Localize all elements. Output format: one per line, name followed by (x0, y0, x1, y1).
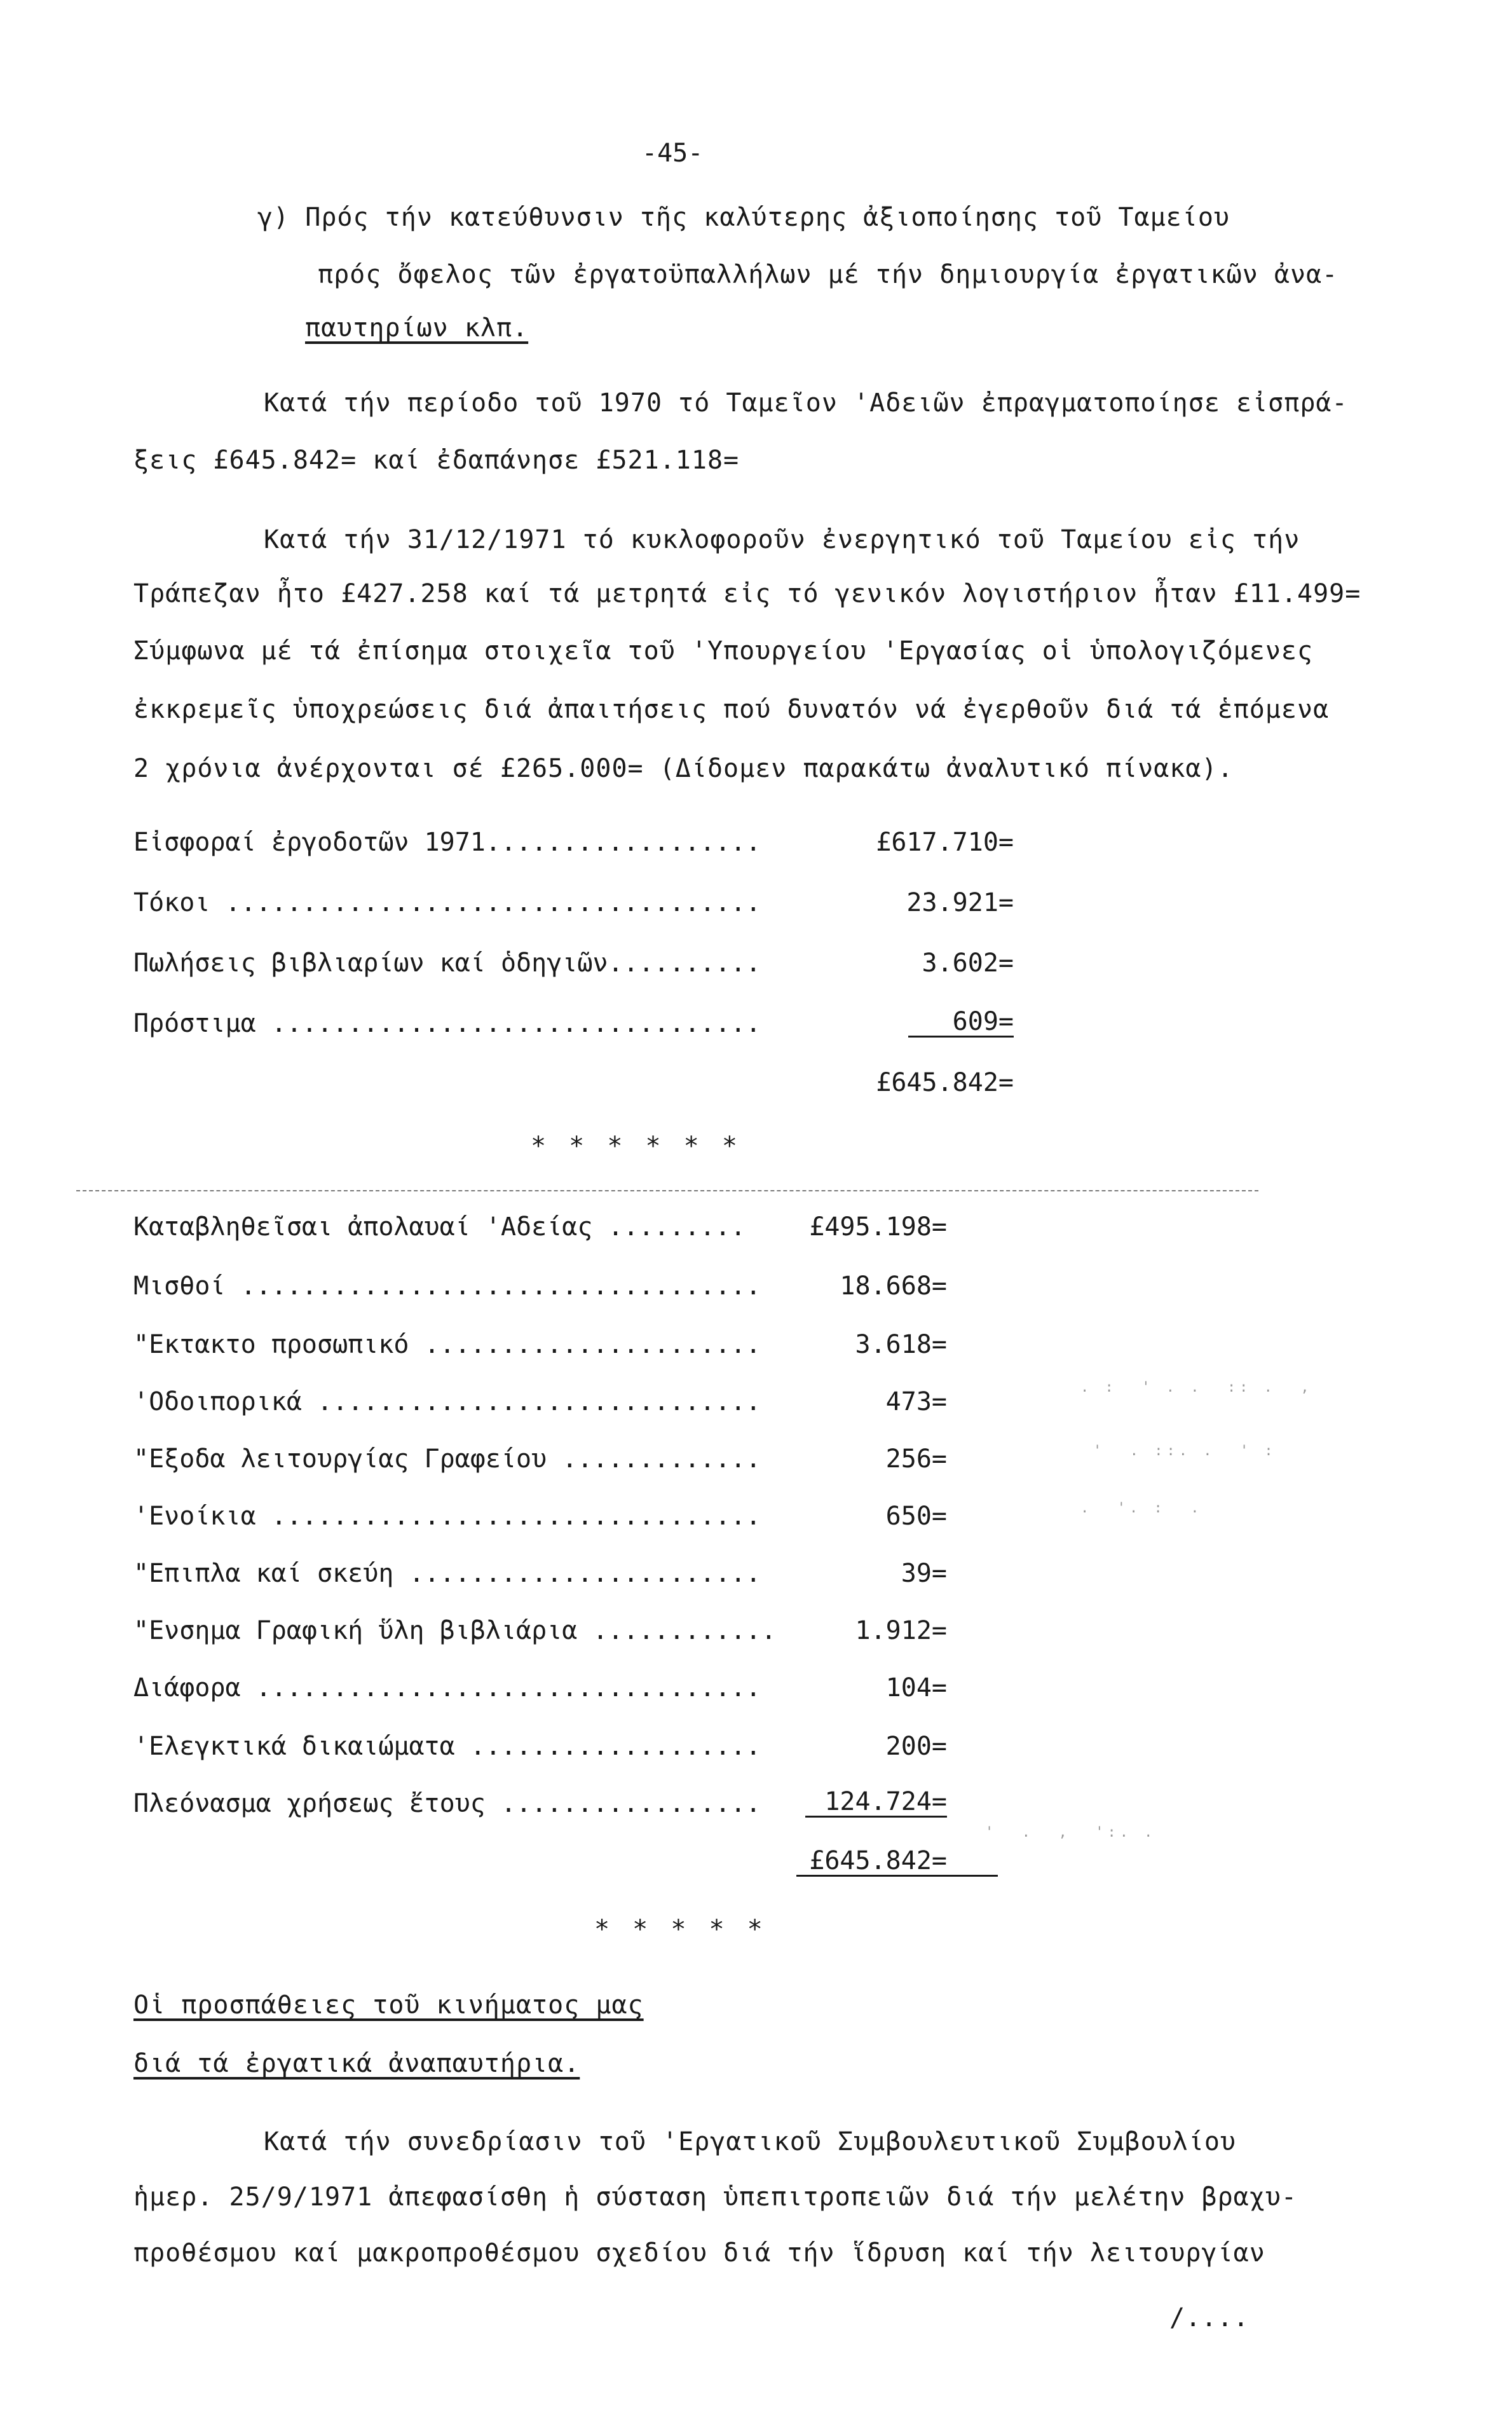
expense-label: 'Ενοίκια ................................ (133, 1502, 761, 1531)
item-g-line-2: πρός ὄφελος τῶν ἐργατοϋπαλλήλων μέ τήν δημιουργία ἐργατικῶν ἀνα- (318, 260, 1338, 289)
section-heading-line-1: Οἱ προσπάθειες τοῦ κινήματος μας (133, 1991, 644, 2020)
expense-row (133, 1443, 1023, 1475)
expense-label: Μισθοί .................................. (133, 1271, 761, 1301)
expense-row (133, 1788, 1023, 1819)
expense-row (133, 1672, 1023, 1704)
paragraph-3-line-1: Κατά τήν συνεδρίασιν τοῦ 'Εργατικοῦ Συμβουλευτικοῦ Συμβουλίου (264, 2127, 1237, 2156)
income-label: Πωλήσεις βιβλιαρίων καί ὁδηγιῶν.......... (133, 949, 761, 978)
expense-amount: 200= (885, 1732, 947, 1761)
income-row (133, 1008, 1023, 1039)
expense-row (133, 1558, 1023, 1589)
separator-stars: * * * * * (594, 1915, 766, 1944)
expense-row (133, 1386, 1023, 1418)
item-g-line-3: παυτηρίων κλπ. (305, 313, 529, 343)
expense-row (133, 1270, 1023, 1302)
expense-amount: 3.618= (855, 1330, 947, 1359)
paragraph-3-line-3: προθέσμου καί μακροπροθέσμου σχεδίου διά τήν ἵδρυση καί τήν λειτουργίαν (133, 2238, 1265, 2268)
income-total-row (133, 1067, 1023, 1099)
expense-total: £645.842= (796, 1847, 998, 1877)
separator-stars: * * * * * * (531, 1132, 741, 1161)
page-number: -45- (642, 139, 704, 168)
expense-row (133, 1500, 1023, 1532)
paragraph-1-line-2: ξεις £645.842= καί ἐδαπάνησε £521.118= (133, 446, 740, 475)
expense-amount: 1.912= (855, 1616, 947, 1645)
expense-label: "Εκτακτο προσωπικό ...................... (133, 1330, 761, 1359)
paragraph-3-line-2: ἡμερ. 25/9/1971 ἀπεφασίσθη ἡ σύσταση ὑπεπιτροπειῶν διά τήν μελέτην βραχυ- (133, 2182, 1297, 2212)
paragraph-2-line-3: Σύμφωνα μέ τά ἐπίσημα στοιχεῖα τοῦ 'Υπουργείου 'Εργασίας οἱ ὑπολογιζόμενες (133, 636, 1314, 666)
income-label: Τόκοι ................................... (133, 888, 761, 917)
income-amount: 3.602= (922, 949, 1014, 978)
expense-amount: 473= (885, 1387, 947, 1416)
scan-noise: . '. : . (1080, 1500, 1203, 1516)
income-total: £645.842= (876, 1068, 1014, 1097)
expense-amount: 124.724= (805, 1788, 947, 1818)
expense-amount: 39= (901, 1559, 947, 1588)
section-heading-line-2: διά τά ἐργατικά ἀναπαυτήρια. (133, 2049, 580, 2078)
expense-label: Πλεόνασμα χρήσεως ἔτους ................. (133, 1789, 761, 1818)
paragraph-2-line-1: Κατά τήν 31/12/1971 τό κυκλοφοροῦν ἐνεργητικό τοῦ Ταμείου εἰς τήν (264, 525, 1300, 554)
expense-row (133, 1329, 1023, 1360)
expense-label: 'Οδοιπορικά ............................. (133, 1387, 761, 1416)
income-amount: 23.921= (906, 888, 1014, 917)
paragraph-2-line-5: 2 χρόνια ἀνέρχονται σέ £265.000= (Δίδομεν παρακάτω ἀναλυτικό πίνακα). (133, 754, 1234, 783)
continuation-mark: /.... (1169, 2303, 1250, 2333)
expense-label: "Εξοδα λειτουργίας Γραφείου ............. (133, 1444, 761, 1474)
expense-total-row (133, 1847, 1023, 1879)
income-row (133, 887, 1023, 919)
paragraph-1-line-1: Κατά τήν περίοδο τοῦ 1970 τό Ταμεῖον 'Αδειῶν ἐπραγματοποίησε εἰσπρά- (264, 388, 1348, 418)
expense-row (133, 1615, 1023, 1647)
expense-amount: 104= (885, 1673, 947, 1703)
scan-noise: ' . , ':. . (985, 1825, 1157, 1840)
scan-noise: ' . ::. . ' : (1093, 1443, 1277, 1459)
expense-amount: 256= (885, 1444, 947, 1474)
item-g-line-1: γ) Πρός τήν κατεύθυνσιν τῆς καλύτερης ἀξιοποίησης τοῦ Ταμείου (257, 203, 1230, 232)
income-row (133, 826, 1023, 858)
expense-label: 'Ελεγκτικά δικαιώματα ................... (133, 1732, 761, 1761)
expense-label: "Επιπλα καί σκεύη ....................... (133, 1559, 761, 1588)
expense-row (133, 1211, 1023, 1243)
income-amount: £617.710= (876, 828, 1014, 857)
expense-amount: £495.198= (809, 1212, 947, 1242)
expense-label: Διάφορα ................................. (133, 1673, 761, 1703)
scan-noise: . : ' . . :: . , (1080, 1380, 1313, 1395)
scan-fold-line (76, 1190, 1258, 1191)
paragraph-2-line-2: Τράπεζαν ἦτο £427.258 καί τά μετρητά εἰς τό γενικόν λογιστήριον ἦταν £11.499= (133, 579, 1361, 608)
expense-row (133, 1730, 1023, 1762)
paragraph-2-line-4: ἐκκρεμεῖς ὑποχρεώσεις διά ἀπαιτήσεις πού δυνατόν νά ἐγερθοῦν διά τά ἑπόμενα (133, 695, 1330, 724)
expense-amount: 18.668= (840, 1271, 947, 1301)
income-label: Πρόστιμα ................................ (133, 1009, 761, 1038)
expense-label: "Ενσημα Γραφική ὕλη βιβλιάρια ............ (133, 1616, 777, 1645)
income-label: Εἰσφοραί ἐργοδοτῶν 1971.................. (133, 828, 761, 857)
expense-amount: 650= (885, 1502, 947, 1531)
income-row (133, 947, 1023, 979)
income-amount: 609= (908, 1008, 1014, 1038)
expense-label: Καταβληθεῖσαι ἀπολαυαί 'Αδείας ......... (133, 1212, 746, 1242)
